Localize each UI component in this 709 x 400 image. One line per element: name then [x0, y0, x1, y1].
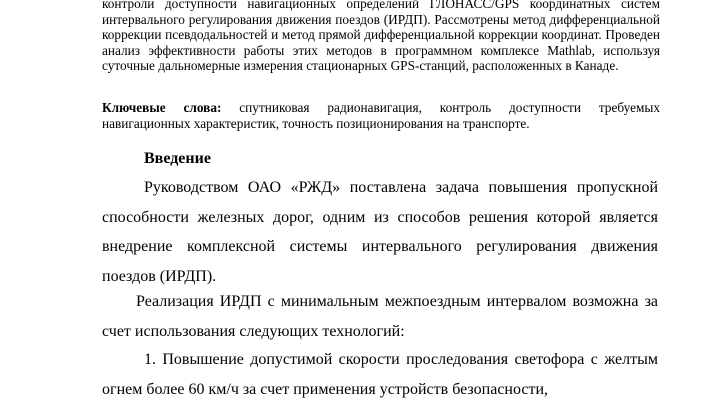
paragraph-2: Реализация ИРДП с минимальным межпоездным интервалом возможна за счет использования следующих технологий: — [102, 293, 658, 340]
paragraph-1: Руководством ОАО «РЖД» поставлена задача повышения пропускной способности железных дорог, одним из способов решения которой является внедрение комплексной системы интервального регулирования движения поездов (ИРДП). — [102, 179, 658, 285]
paragraph-3-list-item: 1. Повышение допустимой скорости проследования светофора с желтым огнем более 60 км/ч за счет применения устройств безопасности, — [102, 351, 658, 398]
keywords-label: Ключевые слова: — [102, 100, 222, 115]
section-heading: Введение — [144, 150, 211, 167]
keywords-text: спутниковая радионавигация, контроль доступности требуемых навигационных характеристик, точность позиционирования на транспорте. — [102, 100, 660, 131]
keywords-line — [102, 100, 660, 131]
abstract-block — [102, 0, 660, 74]
abstract-text: контроли доступности навигационных определений ГЛОНАСС/GPS координатных систем интервального регулирования движения поездов (ИРДП). Рассмотрены метод дифференциальной коррекции псевдодальностей и метод прямой дифференциальной коррекции координат. Проведен анализ эффективности работы этих методов в программном комплексе Mathlab, используя суточные дальномерные измерения стационарных GPS-станций, расположенных в Канаде. — [102, 0, 660, 74]
